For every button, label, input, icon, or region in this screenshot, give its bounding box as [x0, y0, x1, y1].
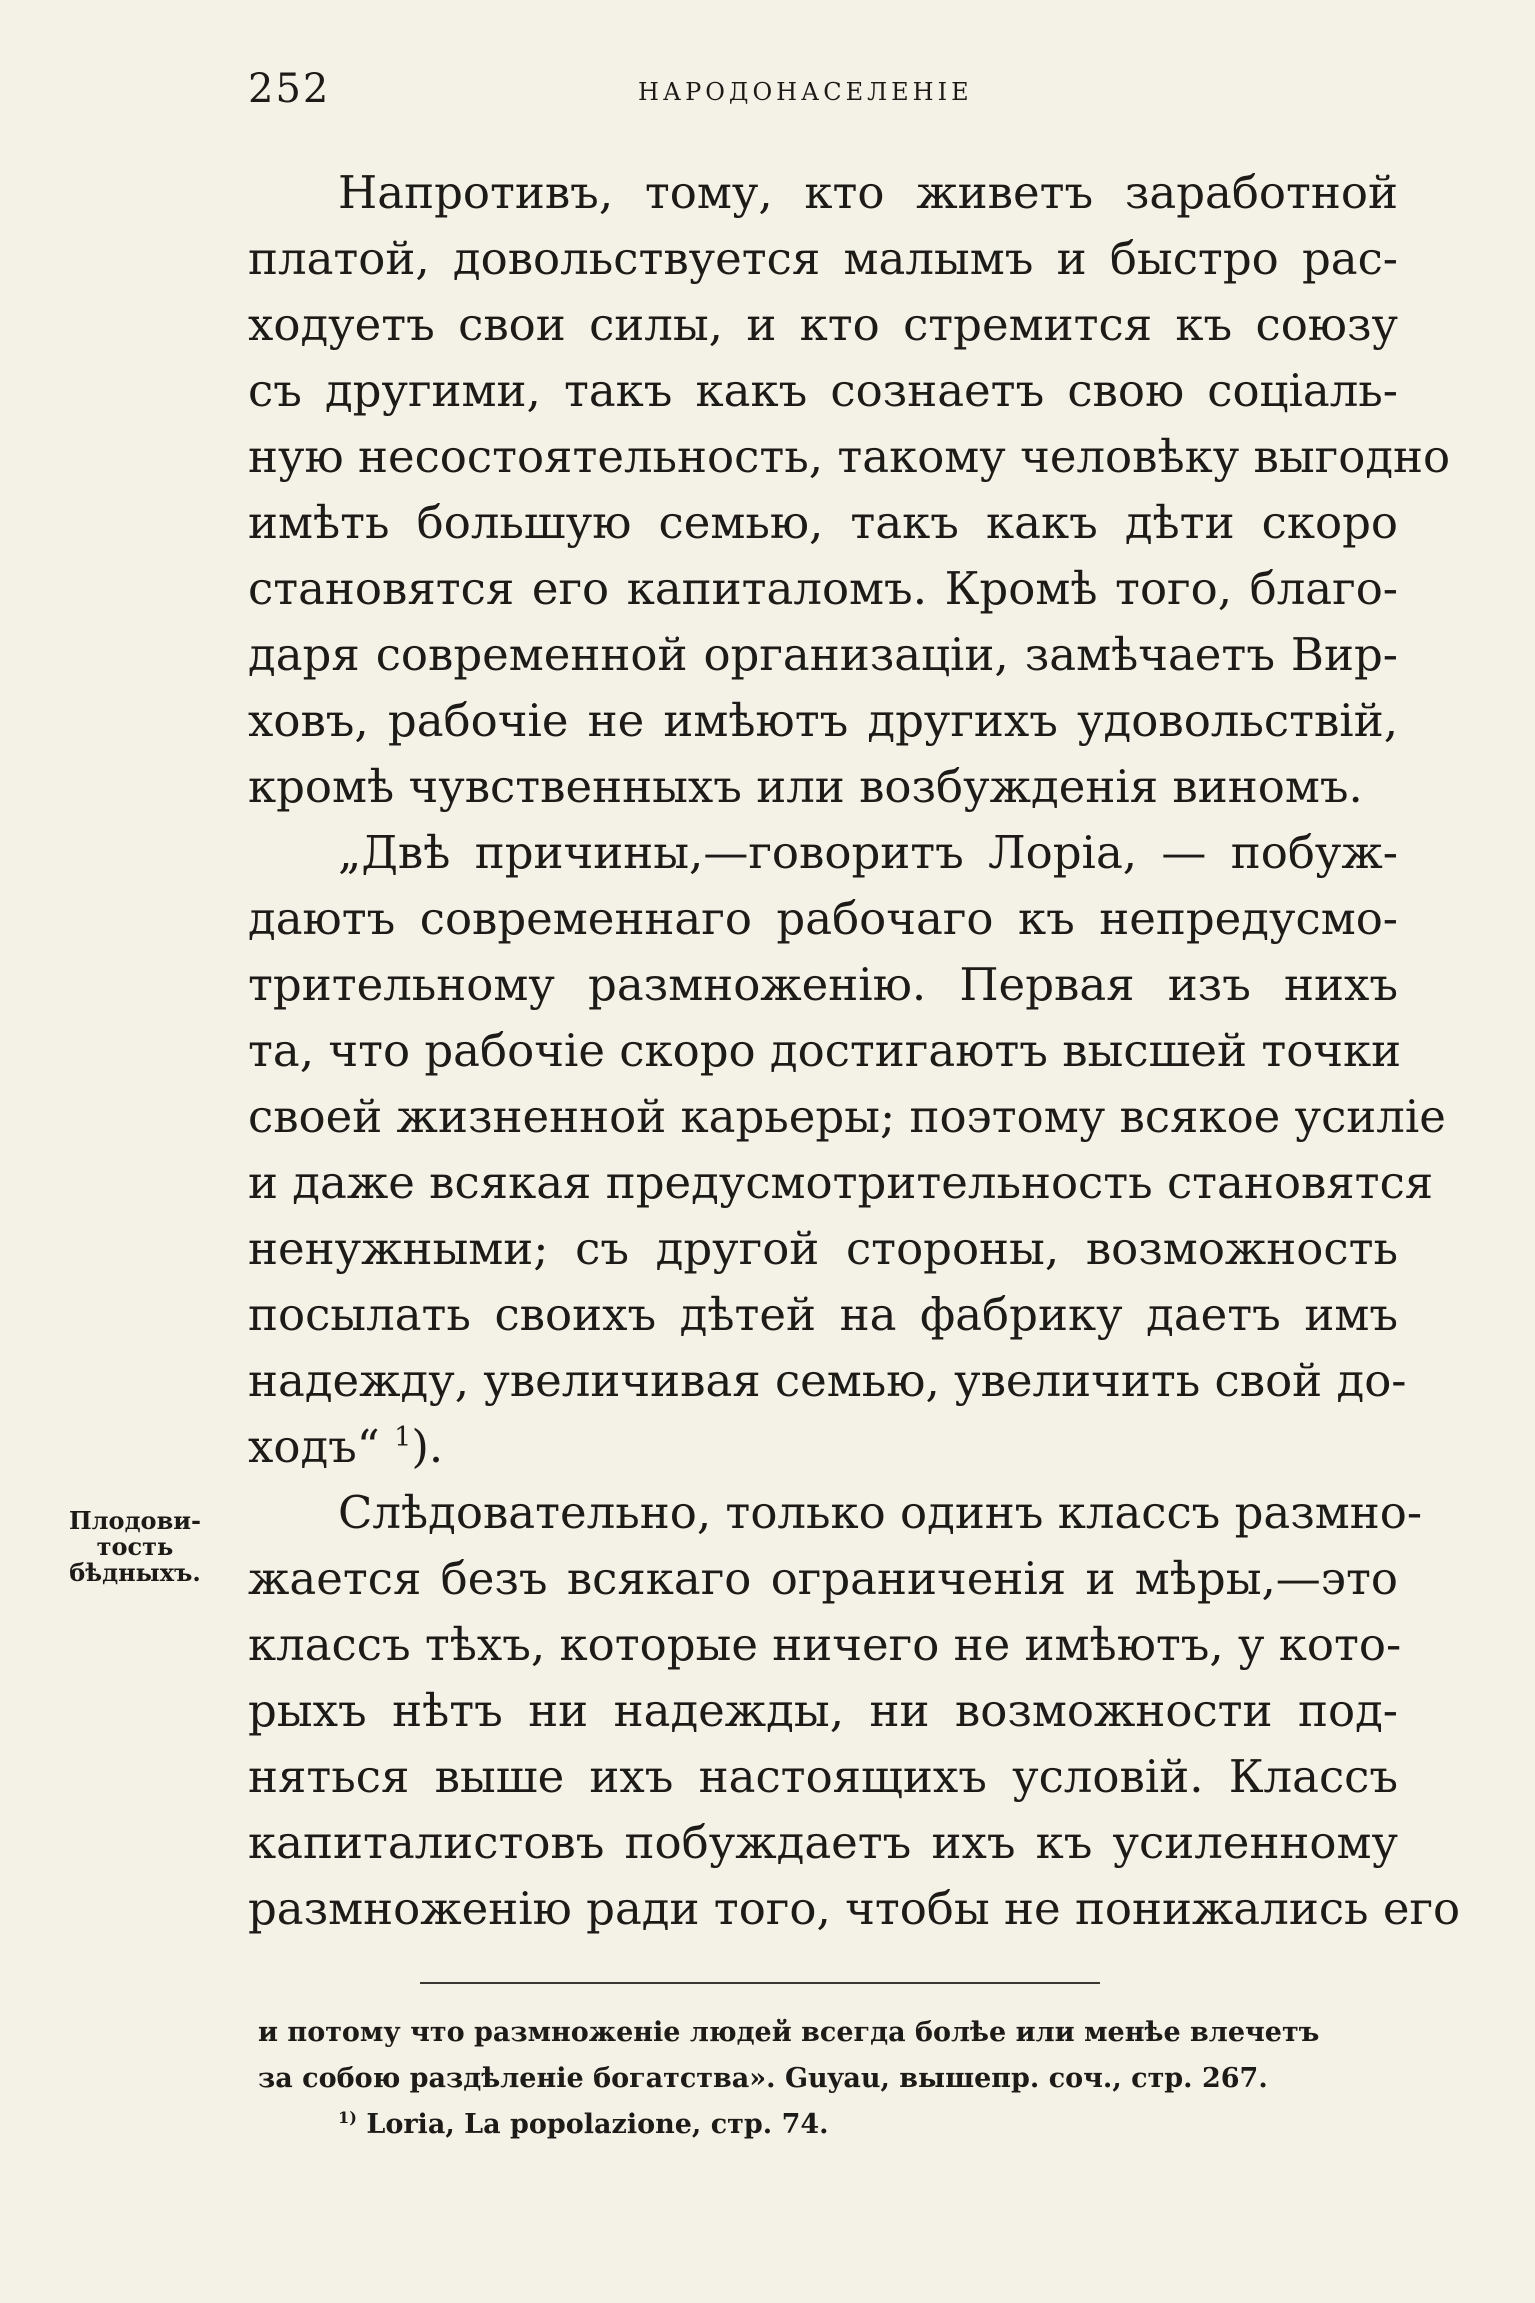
text-line: Слѣдовательно, только одинъ классъ размно-: [338, 1486, 1423, 1539]
text-line: ненужными; съ другой стороны, возможность: [248, 1222, 1398, 1275]
text-line: посылать своихъ дѣтей на фабрику даетъ имъ: [248, 1288, 1398, 1341]
text-line: своей жизненной карьеры; поэтому всякое усиліе: [248, 1090, 1446, 1143]
footnote-line: за собою раздѣленіе богатства». Guyau, вышепр. соч., стр. 267.: [258, 2063, 1268, 2094]
margin-note-line: тость: [96, 1532, 174, 1561]
text-line: няться выше ихъ настоящихъ условій. Классъ: [248, 1750, 1398, 1803]
text-line: даютъ современнаго рабочаго къ непредусмо-: [248, 892, 1398, 945]
text-line: капиталистовъ побуждаетъ ихъ къ усиленному: [248, 1816, 1398, 1869]
text-line: ходуетъ свои силы, и кто стремится къ союзу: [248, 298, 1398, 351]
text-line: размноженію ради того, чтобы не понижались его: [248, 1882, 1461, 1935]
footnote-ref: 1: [394, 1422, 412, 1453]
text-line: трительному размноженію. Первая изъ нихъ: [248, 958, 1398, 1011]
text-line-with-footnote-ref: [248, 1414, 1398, 1480]
text-line: классъ тѣхъ, которые ничего не имѣютъ, у кото-: [248, 1618, 1402, 1671]
text-line: даря современной организаціи, замѣчаетъ Вир-: [248, 628, 1398, 681]
text-line: ную несостоятельность, такому человѣку выгодно: [248, 430, 1451, 483]
text-line: рыхъ нѣтъ ни надежды, ни возможности под-: [248, 1684, 1398, 1737]
text-line: жается безъ всякаго ограниченія и мѣры,—это: [248, 1552, 1398, 1605]
text-line: имѣть большую семью, такъ какъ дѣти скоро: [248, 496, 1398, 549]
margin-note: [50, 1508, 220, 1586]
main-text: [248, 160, 1461, 1942]
footnote-1: [258, 2102, 1408, 2148]
text-line: и даже всякая предусмотрительность становятся: [248, 1156, 1434, 1209]
text-line: ховъ, рабочіе не имѣютъ другихъ удовольствій,: [248, 694, 1398, 747]
text-line: кромѣ чувственныхъ или возбужденія виномъ.: [248, 760, 1363, 813]
margin-note-line: бѣдныхъ.: [69, 1558, 201, 1587]
text-line: съ другими, такъ какъ сознаетъ свою соціаль-: [248, 364, 1398, 417]
footnotes: [258, 2010, 1408, 2148]
page-number: 252: [248, 66, 331, 112]
margin-note-line: Плодови-: [68, 1506, 202, 1535]
footnote-marker: 1): [338, 2108, 357, 2127]
running-title: НАРОДОНАСЕЛЕНІЕ: [638, 78, 973, 106]
text-line: Напротивъ, тому, кто живетъ заработной: [338, 166, 1398, 219]
page-header: [248, 66, 1398, 126]
footnote-text: Loria, La popolazione, стр. 74.: [366, 2109, 829, 2140]
text-line: „Двѣ причины,—говоритъ Лоріа, — побуж-: [338, 826, 1398, 879]
text-fragment: ходъ“: [248, 1420, 395, 1473]
footnote-line: и потому что размноженіе людей всегда болѣе или менѣе влечетъ: [258, 2017, 1320, 2048]
footnote-divider: [420, 1982, 1100, 1984]
text-line: платой, довольствуется малымъ и быстро рас-: [248, 232, 1398, 285]
text-fragment: ).: [411, 1420, 444, 1473]
text-line: становятся его капиталомъ. Кромѣ того, благо-: [248, 562, 1398, 615]
text-line: та, что рабочіе скоро достигаютъ высшей точки: [248, 1024, 1402, 1077]
text-line: надежду, увеличивая семью, увеличить свой до-: [248, 1354, 1407, 1407]
